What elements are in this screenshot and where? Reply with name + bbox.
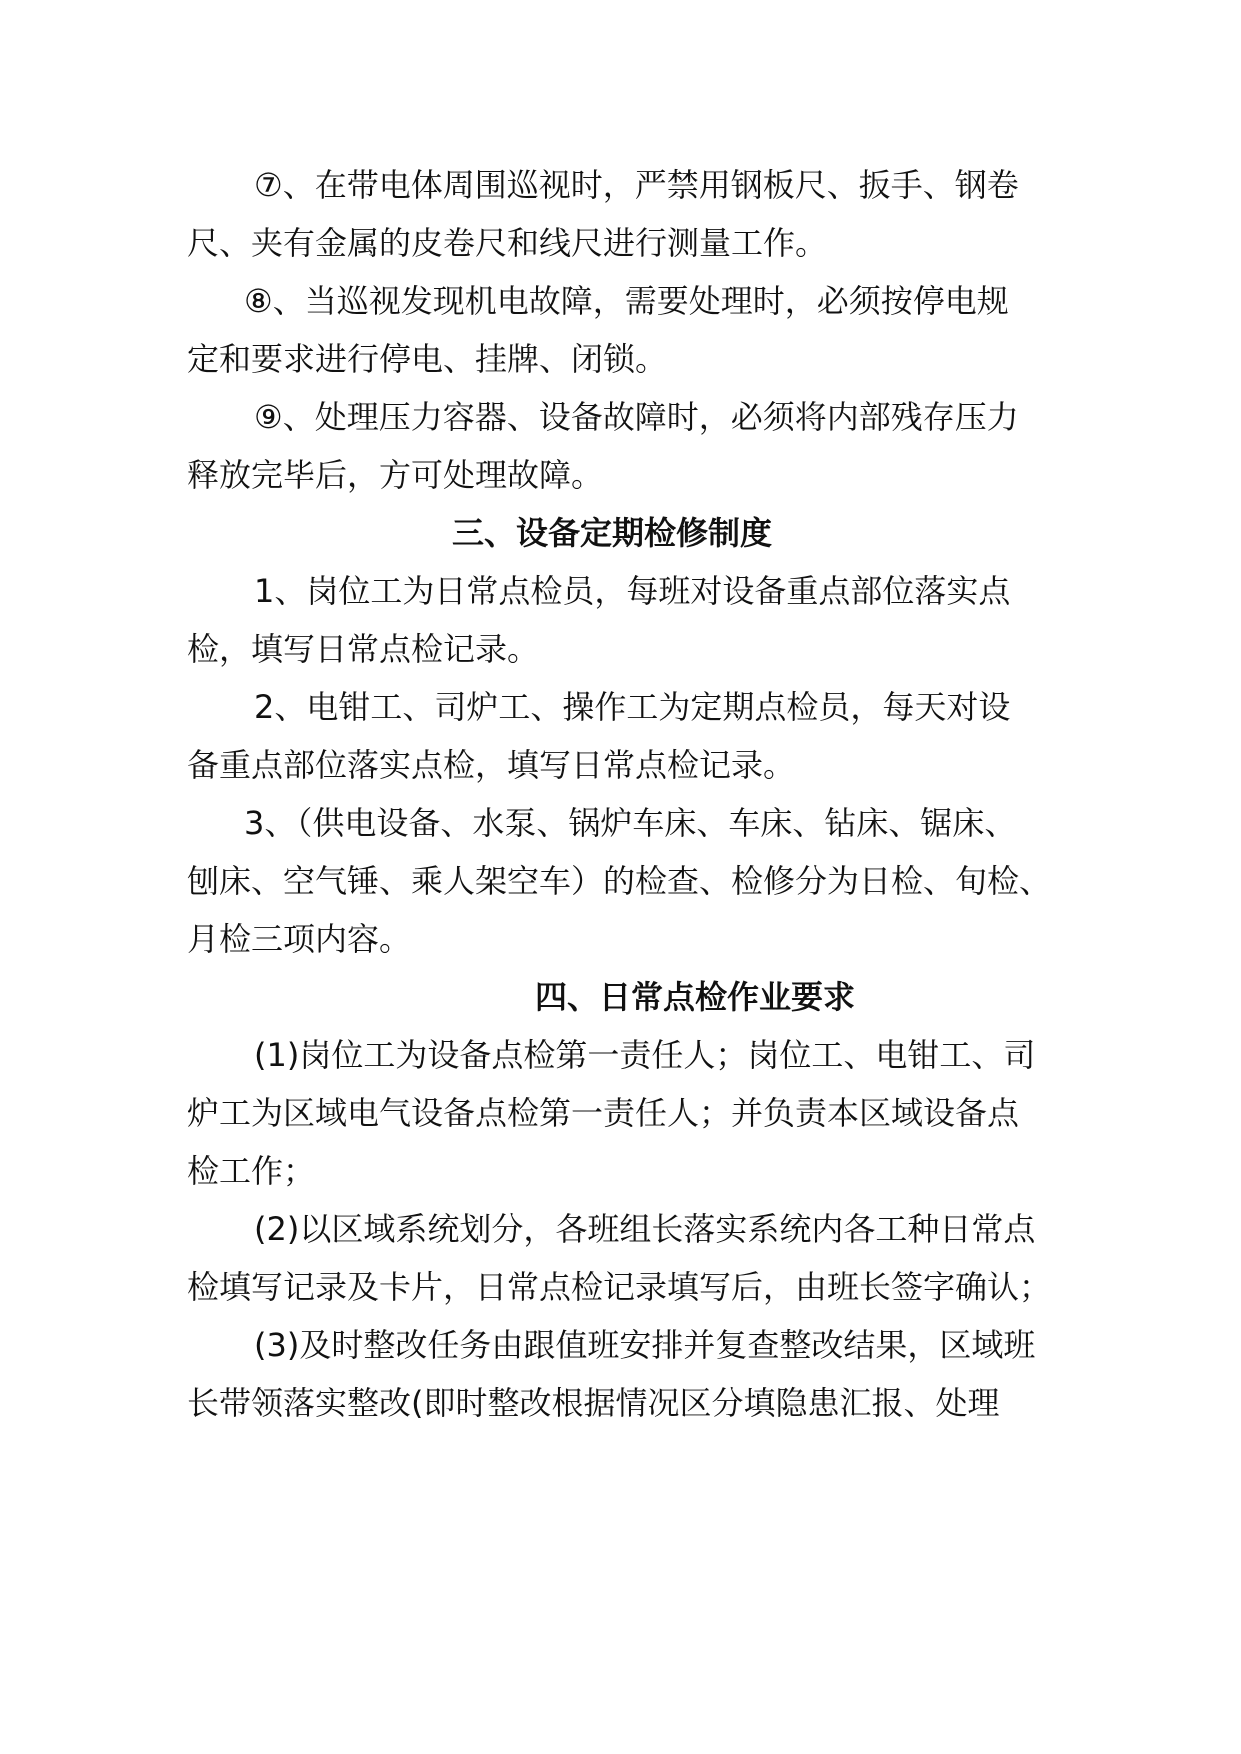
item-3-line-3: 月检三项内容。 <box>187 920 412 958</box>
item-2-line-1: 2、电钳工、司炉工、操作工为定期点检员，每天对设 <box>254 688 1011 726</box>
paragraph-7-line-1: ⑦、在带电体周围巡视时，严禁用钢板尺、扳手、钢卷 <box>254 166 1019 204</box>
section-heading-4: 四、日常点检作业要求 <box>535 978 856 1016</box>
paragraph-8-line-2: 定和要求进行停电、挂牌、闭锁。 <box>187 340 668 378</box>
item-3-line-2: 刨床、空气锤、乘人架空车）的检查、检修分为日检、旬检、 <box>187 862 1052 900</box>
paragraph-9-line-2: 释放完毕后，方可处理故障。 <box>187 456 604 494</box>
rule-3-line-2: 长带领落实整改(即时整改根据情况区分填隐患汇报、处理 <box>187 1384 1000 1422</box>
paragraph-9-line-1: ⑨、处理压力容器、设备故障时，必须将内部残存压力 <box>254 398 1019 436</box>
rule-2-line-1: (2)以区域系统划分，各班组长落实系统内各工种日常点 <box>254 1210 1036 1248</box>
item-1-line-2: 检，填写日常点检记录。 <box>187 630 540 668</box>
rule-1-line-2: 炉工为区域电气设备点检第一责任人；并负责本区域设备点 <box>187 1094 1020 1132</box>
paragraph-7-line-2: 尺、夹有金属的皮卷尺和线尺进行测量工作。 <box>187 224 828 262</box>
paragraph-8-line-1: ⑧、当巡视发现机电故障，需要处理时，必须按停电规 <box>244 282 1009 320</box>
rule-3-line-1: (3)及时整改任务由跟值班安排并复查整改结果，区域班 <box>254 1326 1036 1364</box>
rule-1-line-3: 检工作； <box>187 1152 316 1190</box>
item-1-line-1: 1、岗位工为日常点检员，每班对设备重点部位落实点 <box>254 572 1011 610</box>
rule-2-line-2: 检填写记录及卡片，日常点检记录填写后，由班长签字确认； <box>187 1268 1052 1306</box>
rule-1-line-1: (1)岗位工为设备点检第一责任人；岗位工、电钳工、司 <box>254 1036 1036 1074</box>
item-2-line-2: 备重点部位落实点检，填写日常点检记录。 <box>187 746 796 784</box>
item-3-line-1: 3、（供电设备、水泵、锅炉车床、车床、钻床、锯床、 <box>244 804 1017 842</box>
section-heading-3: 三、设备定期检修制度 <box>452 514 773 552</box>
